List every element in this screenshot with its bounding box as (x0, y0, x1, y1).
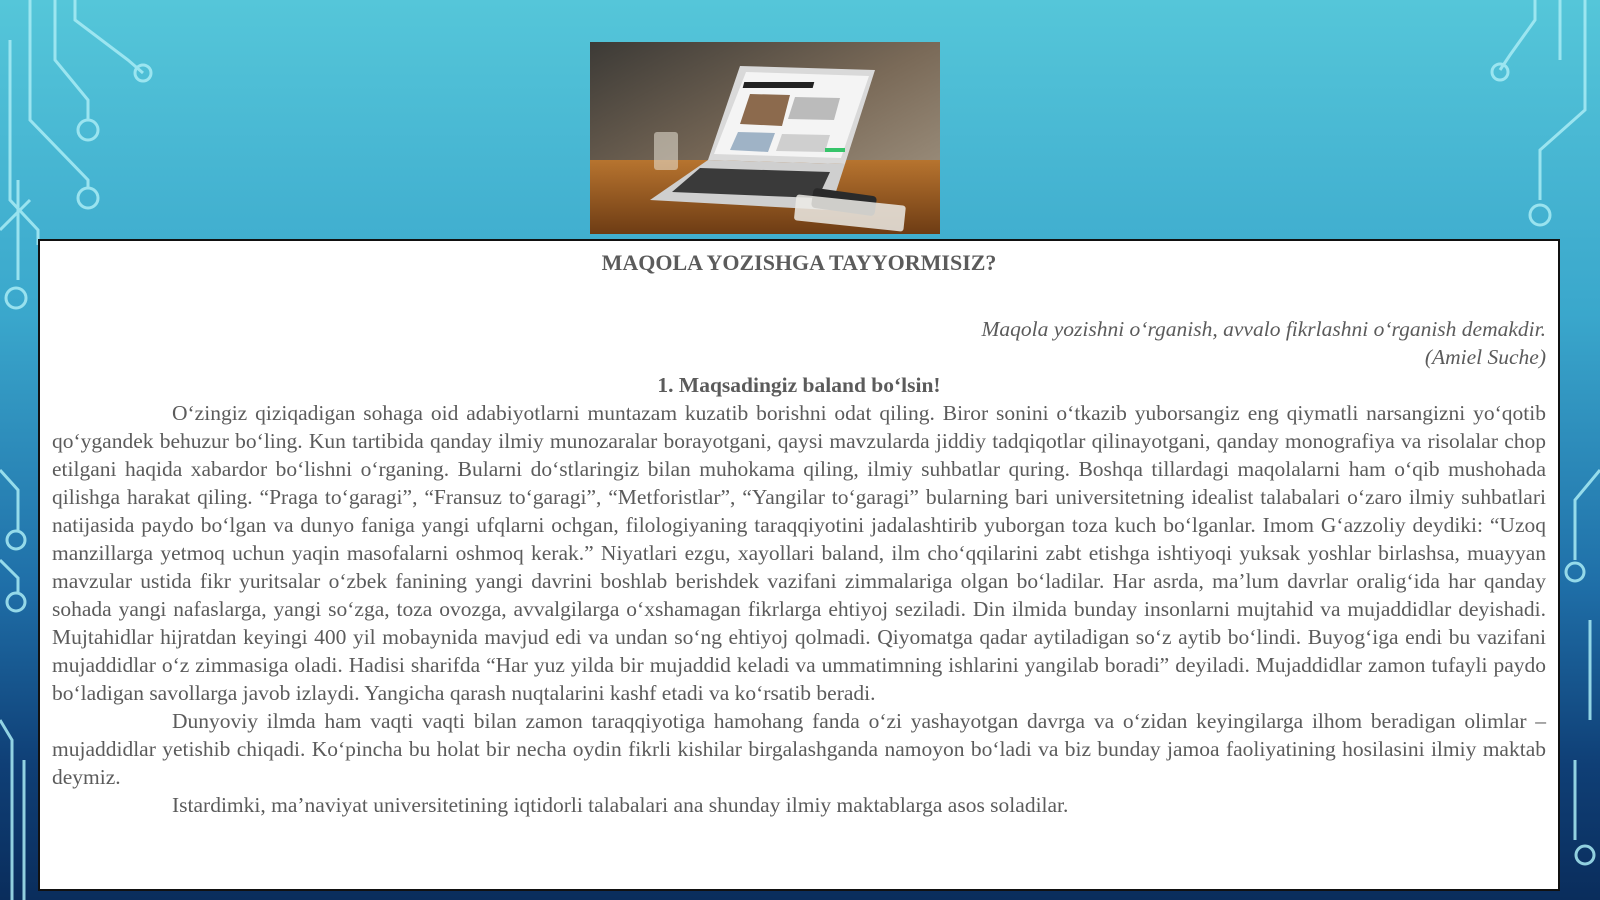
paragraph: O‘zingiz qiziqadigan sohaga oid adabiyotlarni muntazam kuzatib borishni odat qiling. Biror sonini o‘tkazib yuborsangiz eng qiymatli narsangizni yo‘qotib qo‘ygandek behuzur bo‘ling. Kun tartibida qanday ilmiy munozaralar borayotgani, qaysi mavzularda jiddiy tadqiqotlar qilinayotgani, qanday monografiya va risolalar chop etilgani haqida xabardor bo‘lishni o‘rganing. Bularni do‘stlaringiz bilan muhokama qiling, ilmiy suhbatlar quring. Boshqa tillardagi maqolalarni ham o‘qib mushohada qilishga harakat qiling. “Praga to‘garagi”, “Fransuz to‘garagi”, “Metforistlar”, “Yangilar to‘garagi” bularning bari universitetning idealist talabalari o‘zaro ilmiy suhbatlari natijasida paydo bo‘lgan va dunyo faniga yangi ufqlarni ochgan, filologiyaning taraqqiyotini jadalashtirib yuborgan toza kuch bo‘lganlar. Imom G‘azzoliy deydiki: “Uzoq manzillarga yetmoq uchun yaqin masofalarni oshmoq kerak.” Niyatlari ezgu, xayollari baland, ilm cho‘qqilarini zabt etishga ishtiyoqi yuksak yoshlar birlashsa, muayyan mavzular ustida fikr yuritsalar o‘zbek fanining yangi davrini boshlab berishdek vazifani zimmalariga olgan bo‘ladilar. Har asrda, ma’lum davrlar oralig‘ida har qanday sohada yangi nafaslarga, yangi so‘zga, toza ovozga, avvalgilarga o‘xshamagan fikrlarga ehtiyoj seziladi. Din ilmida bunday insonlarni mujtahid va mujaddidlar deyishadi. Mujtahidlar hijratdan keyingi 400 yil mobaynida mavjud edi va undan so‘ng ehtiyoj qolmadi. Qiyomatga qadar aytiladigan so‘z aytib bo‘lindi. Buyog‘iga endi bu vazifani mujaddidlar o‘z zimmasiga oladi. Hadisi sharifda “Har yuz yilda bir mujaddid keladi va ummatimning ishlarini yangilab boradi” deyiladi. Mujaddidlar zamon tufayli paydo bo‘ladigan savollarga javob izlaydi. Yangicha qarash nuqtalarini kashf etadi va ko‘rsatib beradi. (52, 401, 1546, 705)
document-panel (38, 239, 1560, 891)
paragraph: Istardimki, ma’naviyat universitetining iqtidorli talabalari ana shunday ilmiy maktablarga asos soladilar. (172, 793, 1069, 817)
paragraph: Dunyoviy ilmda ham vaqti vaqti bilan zamon taraqqiyotiga hamohang fanda o‘zi yashayotgan davrga va o‘zidan keyingilarga ilhom beradigan olimlar – mujaddidlar yetishib chiqadi. Ko‘pincha bu holat bir necha oydin fikrli kishilar birgalashganda namoyon bo‘ladi va biz bunday jamoa faoliyatining hosilasini ilmiy maktab deymiz. (52, 709, 1546, 789)
epigraph-author: (Amiel Suche) (1424, 345, 1546, 369)
laptop-photo (590, 42, 940, 234)
epigraph-quote: Maqola yozishni o‘rganish, avvalo fikrlashni o‘rganish demakdir. (981, 317, 1546, 341)
document-title: MAQOLA YOZISHGA TAYYORMISIZ? (601, 250, 997, 275)
section-heading: 1. Maqsadingiz baland bo‘lsin! (657, 373, 941, 397)
